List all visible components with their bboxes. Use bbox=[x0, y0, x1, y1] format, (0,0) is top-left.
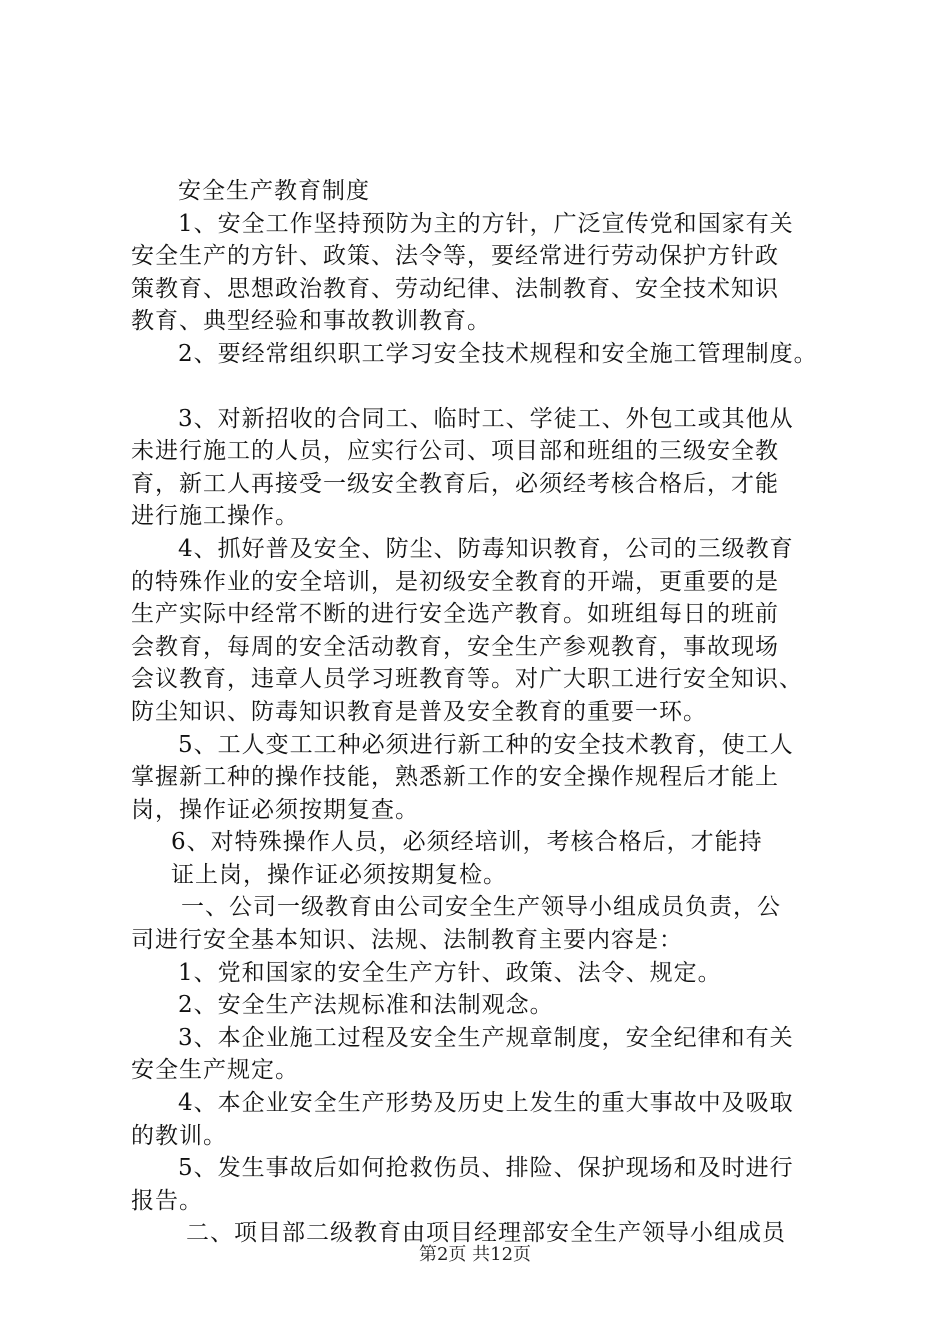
paragraph-line: 3、对新招收的合同工、临时工、学徒工、外包工或其他从 bbox=[178, 405, 794, 432]
document-title: 安全生产教育制度 bbox=[178, 178, 370, 204]
paragraph-line: 1、安全工作坚持预防为主的方针，广泛宣传党和国家有关 bbox=[178, 210, 794, 237]
paragraph-line: 岗，操作证必须按期复查。 bbox=[131, 796, 419, 823]
paragraph-line: 进行施工操作。 bbox=[131, 503, 299, 530]
paragraph-line: 的特殊作业的安全培训，是初级安全教育的开端，更重要的是 bbox=[131, 568, 779, 595]
paragraph-line: 生产实际中经常不断的进行安全选产教育。如班组每日的班前 bbox=[131, 601, 779, 628]
document-body bbox=[131, 175, 836, 1250]
paragraph-line: 安全生产规定。 bbox=[131, 1057, 299, 1084]
paragraph-line: 4、本企业安全生产形势及历史上发生的重大事故中及吸取 bbox=[178, 1090, 794, 1117]
paragraph-line: 4、抓好普及安全、防尘、防毒知识教育，公司的三级教育 bbox=[178, 535, 794, 562]
paragraph-line: 的教训。 bbox=[131, 1122, 227, 1149]
paragraph-line: 3、本企业施工过程及安全生产规章制度，安全纪律和有关 bbox=[178, 1024, 794, 1051]
paragraph-line: 报告。 bbox=[131, 1187, 203, 1214]
paragraph-line: 策教育、思想政治教育、劳动纪律、法制教育、安全技术知识 bbox=[131, 275, 779, 302]
paragraph-line: 掌握新工种的操作技能，熟悉新工作的安全操作规程后才能上 bbox=[131, 764, 779, 791]
paragraph-line: 防尘知识、防毒知识教育是普及安全教育的重要一环。 bbox=[131, 698, 707, 725]
paragraph-line: 一、公司一级教育由公司安全生产领导小组成员负责，公 bbox=[181, 894, 781, 921]
paragraph-line: 育，新工人再接受一级安全教育后，必须经考核合格后，才能 bbox=[131, 470, 779, 497]
paragraph-line: 2、安全生产法规标准和法制观念。 bbox=[178, 992, 554, 1019]
paragraph-line: 5、发生事故后如何抢救伤员、排险、保护现场和及时进行 bbox=[178, 1155, 794, 1182]
paragraph-line: 二、项目部二级教育由项目经理部安全生产领导小组成员 bbox=[186, 1220, 786, 1247]
paragraph-line: 2、要经常组织职工学习安全技术规程和安全施工管理制度。 bbox=[178, 340, 818, 367]
paragraph-line: 5、工人变工工种必须进行新工种的安全技术教育，使工人 bbox=[178, 731, 794, 758]
paragraph-line: 会教育，每周的安全活动教育，安全生产参观教育，事故现场 bbox=[131, 633, 779, 660]
paragraph-line: 证上岗，操作证必须按期复检。 bbox=[171, 861, 507, 888]
paragraph-line: 6、对特殊操作人员，必须经培训，考核合格后，才能持 bbox=[171, 829, 763, 856]
page-footer: 第2页 共12页 bbox=[418, 1244, 532, 1265]
paragraph-line: 司进行安全基本知识、法规、法制教育主要内容是： bbox=[131, 927, 683, 954]
paragraph-line: 安全生产的方针、政策、法令等，要经常进行劳动保护方针政 bbox=[131, 243, 779, 270]
paragraph-line: 教育、典型经验和事故教训教育。 bbox=[131, 308, 491, 335]
paragraph-line: 1、党和国家的安全生产方针、政策、法令、规定。 bbox=[178, 959, 722, 986]
blank-line bbox=[131, 371, 836, 403]
paragraph-line: 会议教育，违章人员学习班教育等。对广大职工进行安全知识、 bbox=[131, 666, 803, 693]
paragraph-line: 未进行施工的人员，应实行公司、项目部和班组的三级安全教 bbox=[131, 438, 779, 465]
